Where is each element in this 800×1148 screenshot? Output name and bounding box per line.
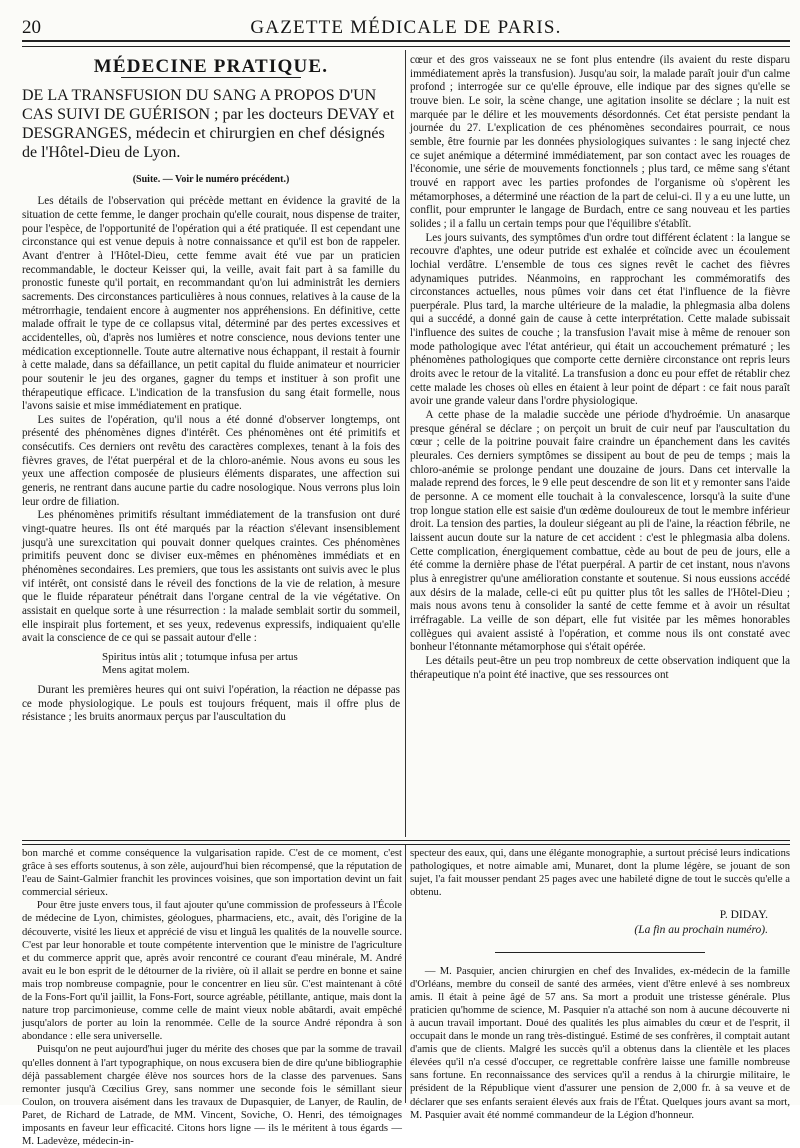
header-rule (22, 40, 790, 47)
article-paragraph: Durant les premières heures qui ont suivi l'opération, la réaction ne dépasse pas ce mode physiologique. Le pouls est toujours fréquent, mais il offre plus de résistance ; les bruits anormaux perçus par l'auscultation du (22, 683, 400, 724)
column-divider (405, 50, 406, 837)
latin-quotation (22, 651, 400, 678)
article-paragraph: Les suites de l'opération, qu'il nous a été donné d'observer longtemps, ont présenté des phénomènes dignes d'intérêt. Ces phénomènes ont été primitifs et consécutifs. Ces derniers ont revêtu des caractères complexes, tenant à la fois des fièvres graves, de l'état puerpéral et de la chloro-anémie. Nous avons eu sous les yeux une affection composée de plusieurs éléments disparates, une affection sui generis, ne rentrant dans aucune partie du cadre nosologique. Nous verrons plus loin leur ordre de filiation. (22, 413, 400, 508)
feuilleton-paragraph: Puisqu'on ne peut aujourd'hui juger du mérite des choses que par la somme de travail qu'elles donnent à l'art typographique, on nous excusera bien de dire qu'une bibliographie déjà passablement chargée élève nos sources hors de la classe des parvenues. Sans remonter jusqu'à Cœcilius Grey, sans nommer une seconde fois le sémillant sieur Coulon, on trouvera aisément dans les travaux de Dupasquier, de Lanyer, de Raulin, de Paret, de Richard de Latrade, de MM. Vincent, Soviche, O. Henri, des témoignages imposants en faveur leur efficacité. Citons hors ligne — ils le méritent à tous égards — M. Ladevèze, médecin-in- (22, 1044, 402, 1148)
article-paragraph: Les détails de l'observation qui précède mettant en évidence la gravité de la situation de cette femme, le danger prochain qu'elle courait, nous dispense de traiter, pour l'espèce, de l'opportunité de l'opération qui a été pratiquée. Il est cependant une circonstance qui est venue depuis à notre connaissance et qu'il est bon de rappeler. Avant d'entrer à l'Hôtel-Dieu, cette femme avait été vue par un praticien recommandable, le docteur Keisser qui, la veille, avait fait part à sa famille du pronostic funeste qu'il portait, en recommandant qu'on lui administrât les derniers sacrements. Des circonstances particulières à nous connues, relatives à la cause de la métrorrhagie, tendaient encore à augmenter nos appréhensions. En définitive, cette malade offrait le type de ce collapsus vital, déterminé par des pertes excessives et accidentelles, où, d'après nos lumières et notre conscience, nous devions tenter une médication exceptionnelle. Toute autre alternative nous échappant, il restait à fournir à cette malade, dans sa défaillance, un petit capital du fluide animateur et nourricier pour soutenir le jeu des organes, gagner du temps et instituer à son profit une thérapeutique efficace. L'indication de la transfusion du sang était formelle, nous l'avons saisie et mise immédiatement en pratique. (22, 195, 400, 413)
running-header (22, 14, 790, 40)
article-paragraph: Les phénomènes primitifs résultant immédiatement de la transfusion ont duré vingt-quatre heures. Ils ont été marqués par la réaction s'élevant insensiblement jusqu'à une surexcitation qui pouvait donner quelques craintes. Ces phénomènes primitifs peuvent donc se diviser eux-mêmes en phénomènes immédiats et en phénomènes secondaires. Les premiers, que tous les assistants ont suivis avec le plus vif intérêt, ont consisté dans le réveil des fonctions de la vie de relation, à mesure que le fluide réparateur pénétrait dans l'organe central de la vie végétative. On assistait en quelque sorte à une résurrection : la malade semblait sortir du sommeil, elle inspirait plus fortement, et ses yeux, redevenus expressifs, indiquaient qu'elle avait la conscience de ce qui se passait autour d'elle : (22, 509, 400, 645)
separator-rule (495, 952, 705, 953)
quotation-line: Spiritus intùs alit ; totumque infusa per artus (102, 650, 298, 663)
author-signature: P. DIDAY. (719, 909, 768, 922)
article-paragraph: A cette phase de la maladie succède une période d'hydroémie. Un anasarque presque général se déclare ; on perçoit un bruit de cuir neuf par l'auscultation du cœur ; celle de la poitrine pouvait faire craindre un épanchement dans les cavités pleurales. Ces derniers symptômes se dissipent au bout de peu de temps ; mais la chloro-anémie se prolonge pendant une douzaine de jours. Dans cet intervalle la malade reprend des forces, le 9 elle peut descendre de son lit et y remonter sans l'aide de personne. A ce moment elle touchait à la convalescence, lorsqu'à la suite d'une trop longue station elle est saisie d'un œdème douloureux de tout le membre inférieur droit. La tension des parties, la douleur siégeant au pli de l'aine, la réaction fébrile, ne laissent aucun doute sur la nature de cet accident : c'est le phlegmasia alba dolens. Cette complication, énergiquement combattue, cède au bout de peu de jours, elle a été comme la dernière phase de l'état puerpéral. A partir de cet instant, nous n'avons plus à enregistrer qu'une amélioration constante et soutenue. Si nous eussions accédé aux désirs de la malade, celle-ci eût pu quitter plus tôt les salles de l'Hôtel-Dieu ; mais nous avons tenu à consolider la santé de cette femme et à avoir un résultat irréfragable. La veille de son départ, elle fut visitée par les mêmes honorables collègues qui avaient assisté à l'opération, et comme nous ils ont constaté avec bonheur l'étonnante métamorphose qui s'était opérée. (410, 409, 790, 654)
article-column-left (22, 54, 400, 825)
article-paragraph: Les détails peut-être un peu trop nombreux de cette observation indiquent que la thérapeutique n'a point été inactive, que ses ressources ont (410, 654, 790, 681)
feuilleton-column-left (22, 847, 402, 1148)
page-number: 20 (22, 17, 41, 38)
feuilleton-paragraph: Pour être juste envers tous, il faut ajouter qu'une commission de professeurs à l'École de médecine de Lyon, chimistes, géologues, pharmaciens, etc., avait, dès l'origine de la découverte, visité les lieux et apprécié de visu et linguâ les qualités de la nouvelle source. C'est par leur honorable et toute compétente intervention que le ministre de l'agriculture et du commerce apprit que, après avoir rencontré ce courant d'eau minérale, M. André avait eu le bon esprit de le détourner de la rivière, où il allait se perdre en bonne et saine mais trop nombreuse compagnie, pour le concentrer en lieu sûr. C'est maintenant à côté de la Fons-Fort qu'il jaillit, la Fons-Fort, source agréable, pétillante, antique, mais dont la nature trop parcimonieuse, comme celle de maint vieux noble abâtardi, avait empêché jusqu'alors de porter au loin la renommée. Celle de la source André répondra à son abondance : elle sera universelle. (22, 900, 402, 1043)
continuation-note: (Suite. — Voir le numéro précédent.) (132, 173, 290, 185)
article-column-right (410, 54, 790, 837)
to-be-continued-note: (La fin au prochain numéro). (634, 924, 768, 937)
feuilleton-column-right (410, 847, 790, 1121)
article-paragraph: Les jours suivants, des symptômes d'un ordre tout différent éclatent : la langue se recouvre d'aphtes, une odeur putride est exhalée et coïncide avec un écoulement lochial verdâtre. L'ensemble de tous ces signes revêt le cachet des fièvres adynamiques putrides. Néanmoins, en rapprochant les commémoratifs des circonstances actuelles, nous pûmes voir dans cet état l'influence de la fièvre puerpérale. Plus tard, la marche ultérieure de la maladie, la phlegmasia alba dolens qui a succédé, a donné gain de cause à cette interprétation. Cette malade subissait l'influence des suites de couche ; la transfusion l'avait mise à même de renouer son mode pathologique avec l'état antérieur, qui était un accouchement prématuré ; les phénomènes pathologiques que comporte cette dernière circonstance ont repris leurs droits avec le retour de la vitalité. La transfusion a donc eu pour effet de rétablir chez cette malade les choses où elles en étaient à leur point de départ : ce fait nous paraît avoir une grande valeur dans l'ordre physiologique. (410, 231, 790, 408)
section-title: MÉDECINE PRATIQUE. (93, 56, 329, 77)
article-paragraph: cœur et des gros vaisseaux ne se font plus entendre (ils avaient du reste disparu immédiatement après la transfusion). Jusqu'au soir, la malade paraît jouir d'un calme profond ; interrogée sur ce qu'elle éprouve, elle indique par des signes qu'elle se trouve bien. Le soir, la scène change, une agitation insolite se déclare ; la nuit est marquée par le délire et les mouvements désordonnés. Cet état persiste pendant la journée du 27. L'explication de ces phénomènes secondaires pourrait, ce nous semble, être fournie par les données physiologiques suivantes : le sang injecté chez ce sujet anémique a déterminé immédiatement, par son contact avec les rouages de l'économie, une série de mouvements fonctionnels ; plus tard, ce même sang s'étant trouvé en rapport avec les parties profondes de l'organisme où s'opèrent les métamorphoses, a déterminé une réaction de la part de celui-ci. Il y a eu une lutte, un conflit, pour emprunter le langage de Burdach, entre ce sang nouveau et les parties solides ; il a fallu un certain temps pour que l'équilibre s'établît. (410, 54, 790, 230)
obituary-notice: — M. Pasquier, ancien chirurgien en chef des Invalides, ex-médecin de la famille d'Orléans, membre du conseil de santé des armées, vient d'être enlevé à ses nombreux amis. Il était à peine âgé de 57 ans. Sa mort a produit une tristesse générale. Plus praticien qu'homme de science, M. Pasquier n'a attaché son nom à aucune découverte ni à aucun travail important. Doué des qualités les plus aimables du cœur et de l'esprit, il occupait dans le monde un rang très-distingué. Estimé de ses confrères, il comptait autant d'amis que de clients. Malgré les succès qu'il a obtenus dans la clientèle et les places élevées qu'il n'a cessé d'occuper, ce regrettable confrère laisse une famille nombreuse sans fortune. En reconnaissance des services qu'il a rendus à la chirurgie militaire, le président de la République vient d'assurer une pension de 2,000 fr. à sa veuve et de déclarer que ses enfants seraient élevés aux frais de l'État. Quelques jours avant sa mort, M. Pasquier avait été nommé commandeur de la Légion d'honneur. (410, 965, 790, 1121)
quotation-line: Mens agitat molem. (102, 664, 190, 677)
feuilleton-rule (22, 840, 790, 845)
feuilleton-paragraph: specteur des eaux, qui, dans une élégante monographie, a surtout précisé leurs indications pathologiques, et notre aimable ami, Munaret, dont la plume légère, se jouant de son sujet, l'a fait mousser pendant 25 pages avec une habileté digne de tout le succès qu'elle a obtenu. (410, 848, 790, 899)
journal-title: GAZETTE MÉDICALE DE PARIS. (250, 17, 562, 38)
article-title: DE LA TRANSFUSION DU SANG A PROPOS D'UN CAS SUIVI DE GUÉRISON ; par les docteurs DEVAY et DESGRANGES, médecin et chirurgien en chef désignés de l'Hôtel-Dieu de Lyon. (22, 86, 395, 161)
column-divider (405, 845, 406, 1103)
feuilleton-paragraph: bon marché et comme conséquence la vulgarisation rapide. C'est de ce moment, c'est grâce à ses efforts soutenus, à son zèle, aujourd'hui bien récompensé, que la réputation de l'eau de Saint-Galmier franchit les provinces voisines, que son importation devint un fait commercial sérieux. (22, 848, 402, 899)
